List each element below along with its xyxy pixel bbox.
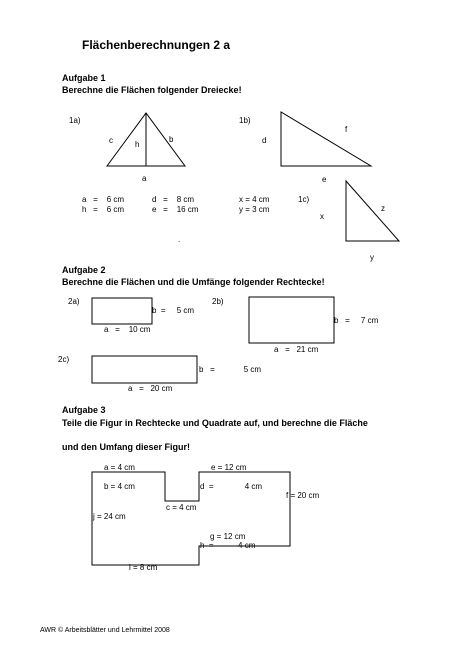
r2c-a: a = 20 cm <box>128 384 173 393</box>
r2a-a: a = 10 cm <box>104 325 151 334</box>
label-1b: 1b) <box>239 116 251 125</box>
value-h: h = 6 cm <box>82 205 125 214</box>
side-f: f <box>345 125 348 134</box>
dim-a: a = 4 cm <box>104 463 135 472</box>
task3-instruction-1: Teile die Figur in Rechtecke und Quadrate auf, und berechne die Fläche <box>62 418 368 428</box>
dim-d: d = 4 cm <box>200 482 263 491</box>
dim-j: j = 24 cm <box>93 512 126 521</box>
side-a: a <box>142 174 147 183</box>
dim-h: h = 4 cm <box>200 541 256 550</box>
value-d: d = 8 cm <box>152 195 195 204</box>
value-e: e = 16 cm <box>152 205 199 214</box>
footer-copyright: AWR © Arbeitsblätter und Lehrmittel 2008 <box>40 627 170 634</box>
side-h: h <box>135 140 140 149</box>
rectangle-2a <box>92 298 152 324</box>
side-e: e <box>322 175 327 184</box>
label-2b: 2b) <box>212 297 224 306</box>
task2-heading: Aufgabe 2 <box>62 265 106 275</box>
rectangle-2c <box>92 356 197 383</box>
value-a: a = 6 cm <box>82 195 125 204</box>
task3-instruction-2: und den Umfang dieser Figur! <box>62 442 191 452</box>
r2c-b: b = 5 cm <box>199 365 262 374</box>
label-2c: 2c) <box>58 355 70 364</box>
page-title: Flächenberechnungen 2 a <box>82 38 231 52</box>
stray-dot: . <box>178 235 181 244</box>
side-b: b <box>169 135 174 144</box>
value-y: y = 3 cm <box>239 205 270 214</box>
side-x: x <box>320 212 324 221</box>
dim-g: g = 12 cm <box>210 532 246 541</box>
task2-instruction: Berechne die Flächen und die Umfänge folgender Rechtecke! <box>62 277 325 287</box>
dim-b: b = 4 cm <box>104 482 135 491</box>
r2a-b: b = 5 cm <box>152 306 195 315</box>
side-d: d <box>262 136 267 145</box>
value-x: x = 4 cm <box>239 195 270 204</box>
dim-f: f = 20 cm <box>286 491 320 500</box>
triangle-1b <box>281 112 371 166</box>
triangle-1c <box>346 181 399 241</box>
dim-e: e = 12 cm <box>211 463 247 472</box>
dim-i: i = 8 cm <box>129 563 158 572</box>
dim-c: c = 4 cm <box>166 503 197 512</box>
label-2a: 2a) <box>68 297 80 306</box>
task1-heading: Aufgabe 1 <box>62 73 106 83</box>
r2b-a: a = 21 cm <box>274 345 319 354</box>
side-y: y <box>370 253 374 262</box>
label-1a: 1a) <box>69 116 81 125</box>
r2b-b: b = 7 cm <box>334 316 379 325</box>
rectangle-2b <box>249 297 334 343</box>
task3-heading: Aufgabe 3 <box>62 405 106 415</box>
side-c: c <box>109 136 113 145</box>
label-1c: 1c) <box>298 195 310 204</box>
task1-instruction: Berechne die Flächen folgender Dreiecke! <box>62 85 242 95</box>
side-z: z <box>381 204 385 213</box>
